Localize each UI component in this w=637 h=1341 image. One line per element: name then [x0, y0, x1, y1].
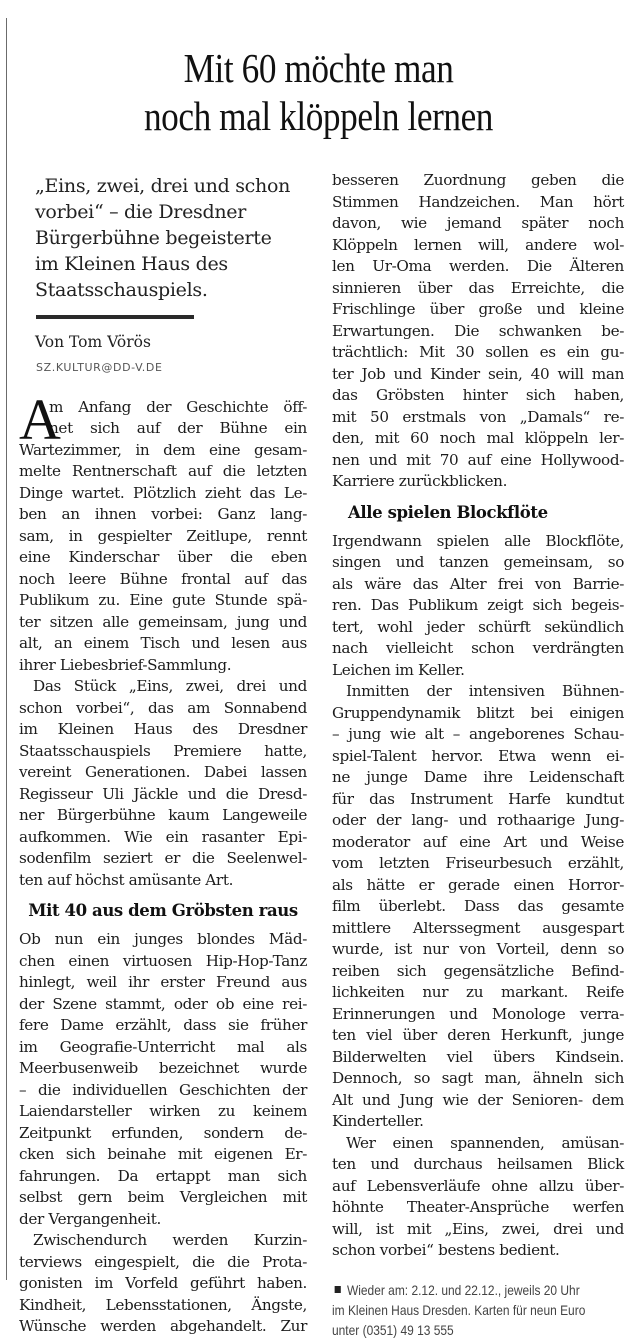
text-line: den, mit 60 noch mal klöppeln ler- — [332, 429, 624, 447]
paragraph — [19, 1230, 307, 1338]
performance-info — [332, 1281, 622, 1341]
text-line: Regisseur Uli Jäckle und die Dresd- — [19, 784, 307, 803]
info-line: unter (0351) 49 13 555 — [332, 1322, 454, 1338]
text-line: der Szene stammt, oder ob eine rei- — [19, 994, 307, 1013]
text-line: Staatsschauspiels Premiere hatte, — [19, 741, 307, 760]
text-line: Karriere zurückblicken. — [332, 472, 508, 490]
text-line: Das Stück „Eins, zwei, drei und — [33, 677, 307, 695]
text-line: selbst gern beim Vergleichen mit — [19, 1188, 307, 1206]
paragraph — [332, 170, 624, 493]
text-line: für das Instrument Harfe kundtut — [332, 789, 624, 808]
byline: Von Tom Vörös — [35, 333, 151, 351]
text-line: Alt und Jung wie der Senioren- dem — [332, 1090, 624, 1109]
text-line: Inmitten der intensiven Bühnen- — [346, 682, 624, 700]
text-line: Wünsche werden abgehandelt. Zur — [19, 1317, 307, 1335]
text-line: Ob nun ein junges blondes Mäd- — [19, 930, 307, 948]
square-bullet-icon — [335, 1286, 341, 1293]
text-line: Kindheit, Lebensstationen, Ängste, — [19, 1295, 307, 1314]
text-line: Meerbusenweib bezeichnet wurde — [19, 1059, 307, 1077]
text-line: mittlere Alterssegment ausgespart — [332, 918, 624, 937]
text-line: singen und tanzen gemeinsam, so — [332, 553, 624, 571]
text-line: ben an ihnen vorbei: Ganz lang- — [19, 505, 307, 523]
teaser-line: im Kleinen Haus des — [35, 253, 228, 275]
text-line: Dennoch, so sagt man, ähneln sich — [332, 1069, 624, 1087]
teaser-line: „Eins, zwei, drei und schon — [35, 175, 291, 197]
text-line: wurde, ist nur von Vorteil, denn so — [332, 940, 624, 958]
text-line: Frischlinge über große und kleine — [332, 300, 624, 318]
text-line: als hätte er gerade einen Horror- — [332, 875, 624, 894]
text-line: ten auf höchst amüsante Art. — [19, 870, 234, 889]
text-line: schon vorbei“ bestens bedient. — [332, 1241, 560, 1259]
paragraph — [332, 1133, 624, 1262]
text-line: ihrer Liebesbrief-Sammlung. — [19, 655, 232, 674]
text-line: Kinderteller. — [332, 1112, 424, 1130]
text-line: sinnieren über das Erreichte, die — [332, 278, 624, 297]
text-line: mit 50 erstmals von „Damals“ re- — [332, 407, 624, 426]
text-line: terviews eingespielt, die die Prota- — [19, 1252, 307, 1271]
text-line: trächtlich: Mit 30 sollen es ein gu- — [332, 343, 624, 361]
text-line: – die individuellen Geschichten der — [19, 1080, 307, 1099]
text-line: vom letzten Friseurbesuch erzählt, — [332, 854, 624, 872]
subheading: Mit 40 aus dem Gröbsten raus — [28, 901, 298, 920]
headline-line: noch mal klöppeln lernen — [143, 93, 494, 139]
text-line: Dinge wartet. Plötzlich zieht das Le- — [19, 483, 307, 502]
text-line: als wäre das Alter frei von Barrie- — [332, 574, 624, 593]
text-line: film überlebt. Dass das gesamte — [332, 897, 624, 915]
text-line: Klöppeln lernen will, andere wol- — [332, 235, 624, 254]
text-line: Bilderwelten viel übers Kindsein. — [332, 1047, 624, 1066]
text-line: ren. Das Publikum zeigt sich begeis- — [332, 596, 624, 614]
drop-cap: A — [19, 386, 61, 452]
text-line: gonisten im Vorfeld geführt haben. — [19, 1274, 307, 1292]
text-line: Wer einen spannenden, amüsan- — [346, 1133, 624, 1152]
text-line: eine Kinderschar über die eben — [19, 548, 307, 566]
text-line: auf Lebensverläufe ohne allzu über- — [332, 1176, 624, 1195]
text-line: Laiendarsteller wirken zu keinem — [19, 1102, 307, 1120]
text-line: m Anfang der Geschichte öff- — [49, 397, 307, 416]
teaser-divider — [36, 315, 194, 319]
text-line: Erwartungen. Die schwanken be- — [332, 321, 624, 340]
text-line: nach vielleicht schon verdrängten — [332, 639, 624, 657]
teaser — [35, 173, 307, 303]
text-line: net sich auf der Bühne ein — [49, 419, 307, 437]
text-line: alt, an einem Tisch und lesen aus — [19, 634, 307, 652]
text-line: schon vorbei“, das am Sonnabend — [19, 698, 307, 717]
info-line: im Kleinen Haus Dresden. Karten für neun Euro — [332, 1302, 586, 1318]
text-line: – jung wie alt – angeborenes Schau- — [332, 725, 624, 743]
text-line: Erinnerungen und Monologe verra- — [332, 1004, 624, 1023]
text-line: Wartezimmer, in dem eine gesam- — [19, 440, 307, 459]
teaser-line: vorbei“ – die Dresdner — [35, 201, 246, 223]
text-line: tert, wohl jeder schürft sekündlich — [332, 617, 624, 636]
text-line: cken sich beinahe mit eigenen Er- — [19, 1145, 307, 1163]
text-line: ten viel über deren Herkunft, junge — [332, 1026, 624, 1044]
text-line: sodenfilm seziert er die Seelenwel- — [19, 849, 307, 867]
text-line: Zeitpunkt erfunden, sondern de- — [19, 1123, 307, 1142]
text-line: im Kleinen Haus des Dresdner — [19, 720, 307, 738]
text-line: der Vergangenheit. — [19, 1209, 161, 1228]
text-line: fahrungen. Da ertappt man sich — [19, 1166, 307, 1185]
left-column — [19, 170, 307, 1338]
text-line: ter sitzen alle gemeinsam, jung und — [19, 612, 307, 631]
text-line: im Geografie-Unterricht mal als — [19, 1037, 307, 1056]
text-line: das Gröbsten hinter sich haben, — [332, 386, 624, 404]
teaser-line: Staatsschauspiels. — [35, 279, 208, 301]
text-line: melte Rentnerschaft auf die letzten — [19, 462, 307, 480]
text-line: ter Job und Kinder sein, 40 will man — [332, 364, 624, 383]
paragraph — [19, 386, 307, 677]
text-line: nen und mit 70 auf eine Hollywood- — [332, 450, 624, 469]
text-line: spiel-Talent hervor. Etwa wenn ei- — [332, 746, 624, 765]
text-line: besseren Zuordnung geben die — [332, 171, 624, 189]
text-line: ne junge Dame ihre Leidenschaft — [332, 768, 624, 786]
text-line: sam, in gespielter Zeitlupe, rennt — [19, 526, 307, 545]
text-line: vereint Generationen. Dabei lassen — [19, 763, 307, 781]
text-line: Zwischendurch werden Kurzin- — [33, 1231, 307, 1249]
right-column — [332, 170, 624, 1341]
text-line: Leichen im Keller. — [332, 660, 465, 679]
text-line: oder der lang- und rothaarige Jung- — [332, 811, 624, 829]
text-line: lichkeiten nur zu markant. Reife — [332, 983, 624, 1001]
body-left — [19, 386, 307, 1338]
teaser-line: Bürgerbühne begeisterte — [35, 227, 272, 249]
text-line: ten und durchaus heilsamen Blick — [332, 1155, 624, 1173]
text-line: Publikum zu. Eine gute Stunde spä- — [19, 591, 307, 609]
text-line: fere Dame erzählt, dass sie früher — [19, 1016, 307, 1034]
text-line: reiben sich gegensätzliche Befind- — [332, 961, 624, 980]
headline — [45, 44, 593, 140]
info-line: Wieder am: 2.12. und 22.12., jeweils 20 Uhr — [346, 1282, 580, 1298]
left-column-rule — [6, 18, 7, 1280]
paragraph — [19, 676, 307, 891]
text-line: Gruppendynamik blitzt bei einigen — [332, 703, 624, 722]
text-line: moderator auf eine Art und Weise — [332, 832, 624, 851]
text-line: chen einen virtuosen Hip-Hop-Tanz — [19, 951, 307, 970]
text-line: ner Bürgerbühne kaum Langeweile — [19, 806, 307, 824]
text-line: Stimmen Handzeichen. Man hört — [332, 192, 624, 211]
paragraph — [332, 531, 624, 682]
subheading: Alle spielen Blockflöte — [348, 502, 548, 522]
paragraph — [332, 681, 624, 1133]
text-line: davon, wie jemand später noch — [332, 214, 624, 232]
text-line: Irgendwann spielen alle Blockflöte, — [332, 531, 624, 550]
paragraph — [19, 929, 307, 1230]
headline-line: Mit 60 möchte man — [183, 45, 454, 91]
text-line: aufkommen. Wie ein rasanter Epi- — [19, 827, 307, 846]
author-email[interactable]: SZ.KULTUR@DD-V.DE — [36, 361, 163, 374]
text-line: noch leere Bühne frontal auf das — [19, 569, 307, 588]
text-line: len Ur-Oma werden. Die Älteren — [332, 257, 624, 275]
text-line: will, ist mit „Eins, zwei, drei und — [332, 1219, 624, 1238]
text-line: höhnte Theater-Ansprüche werfen — [332, 1198, 624, 1216]
text-line: hinlegt, weil ihr erster Freund aus — [19, 973, 307, 991]
